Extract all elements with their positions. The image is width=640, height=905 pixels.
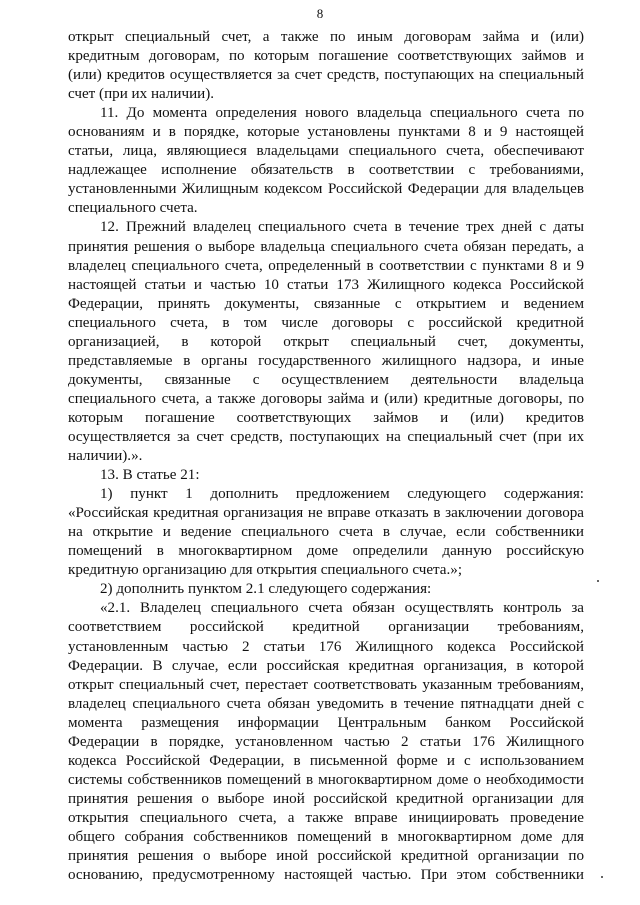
text-line: счет (при их наличии). xyxy=(68,86,215,103)
text-line: кредитным договорам, по которым погашение соответствующих займов и xyxy=(68,48,584,65)
text-line: на открытие и ведение специального счета в случае, если собственники xyxy=(68,524,584,541)
text-line: наличии).». xyxy=(68,448,143,465)
text-line: принятия решения о выборе владельца специального счета обязан передать, а xyxy=(68,238,584,255)
text-line: 11. До момента определения нового владельца специального счета по xyxy=(100,105,584,122)
text-line: 12. Прежний владелец специального счета в течение трех дней с даты xyxy=(100,219,584,236)
text-line: владелец специального счета, определенный в соответствии с пунктами 8 и 9 xyxy=(68,257,584,274)
text-line: кодекса Российской Федерации, в письменной форме и с использованием xyxy=(68,752,584,769)
text-line: принятия решения о выборе иной российской кредитной организации для xyxy=(68,790,584,807)
text-line: соответствием российской кредитной организации требованиям, xyxy=(68,619,584,636)
text-line: Федерации. В случае, если российская кредитная организация, в которой xyxy=(68,657,584,674)
text-line: специального счета, а также договоры займа и (или) кредитные договоры, по xyxy=(68,390,584,407)
text-line: общего собрания собственников помещений в многоквартирном доме для xyxy=(68,828,584,845)
text-line: помещений в многоквартирном доме определили данную российскую xyxy=(68,543,584,560)
text-line: надлежащее исполнение обязательств в соответствии с требованиями, xyxy=(68,162,584,179)
text-line: документы, связанные с осуществлением деятельности владельца xyxy=(68,371,584,388)
text-line: 1) пункт 1 дополнить предложением следующего содержания: xyxy=(100,486,584,503)
text-line: (или) кредитов осуществляется за счет средств, поступающих на специальный xyxy=(68,67,584,84)
document-body xyxy=(68,28,584,885)
text-line: открыт специальный счет, а также по иным договорам займа и (или) xyxy=(68,29,584,45)
text-line: открыт специальный счет, перестает соответствовать указанным требованиям, xyxy=(68,676,584,693)
text-line: системы собственников помещений в многоквартирном доме о необходимости xyxy=(68,771,584,788)
scan-speck xyxy=(601,876,603,878)
page-number: 8 xyxy=(316,6,324,21)
text-line: владелец специального счета обязан уведомить в течение пятнадцати дней с xyxy=(68,695,584,712)
text-line: осуществляется за счет средств, поступающих на специальный счет (при их xyxy=(68,428,584,445)
scan-speck xyxy=(597,580,599,582)
text-line: кредитную организацию для открытия специального счета.»; xyxy=(68,562,463,579)
text-line: установленными Жилищным кодексом Российской Федерации для владельцев xyxy=(68,181,584,198)
text-line: специального счета, в том числе договоры с российской кредитной xyxy=(68,314,584,331)
text-line: 2) дополнить пунктом 2.1 следующего содержания: xyxy=(100,581,432,598)
text-line: которым погашение соответствующих займов и (или) кредитов xyxy=(68,409,584,426)
text-line: основанию, предусмотренному настоящей частью. При этом собственники xyxy=(68,867,584,884)
text-line: Федерации, принять документы, связанные с открытием и ведением xyxy=(68,295,584,312)
text-line: «Российская кредитная организация не вправе отказать в заключении договора xyxy=(68,505,584,522)
text-line: принятия решения о выборе иной российской кредитной организации по xyxy=(68,848,584,865)
text-line: 13. В статье 21: xyxy=(100,467,200,484)
text-line: установленным частью 2 статьи 176 Жилищного кодекса Российской xyxy=(68,638,584,655)
text-line: статьи, лица, являющиеся владельцами специального счета, обеспечивают xyxy=(68,143,584,160)
text-line: представляемые в органы государственного жилищного надзора, и иные xyxy=(68,352,584,369)
text-line: настоящей статьи и частью 10 статьи 173 Жилищного кодекса Российской xyxy=(68,276,584,293)
text-line: основаниям и в порядке, которые установлены пунктами 8 и 9 настоящей xyxy=(68,124,584,141)
text-line: открытия специального счета, а также вправе инициировать проведение xyxy=(68,809,584,826)
text-line: специального счета. xyxy=(68,200,198,217)
text-line: момента размещения информации Центральным банком Российской xyxy=(68,714,584,731)
text-line: организацией, в которой открыт специальный счет, документы, xyxy=(68,333,584,350)
text-line: «2.1. Владелец специального счета обязан осуществлять контроль за xyxy=(100,600,584,617)
text-line: Федерации в порядке, установленном частью 2 статьи 176 Жилищного xyxy=(68,733,584,750)
